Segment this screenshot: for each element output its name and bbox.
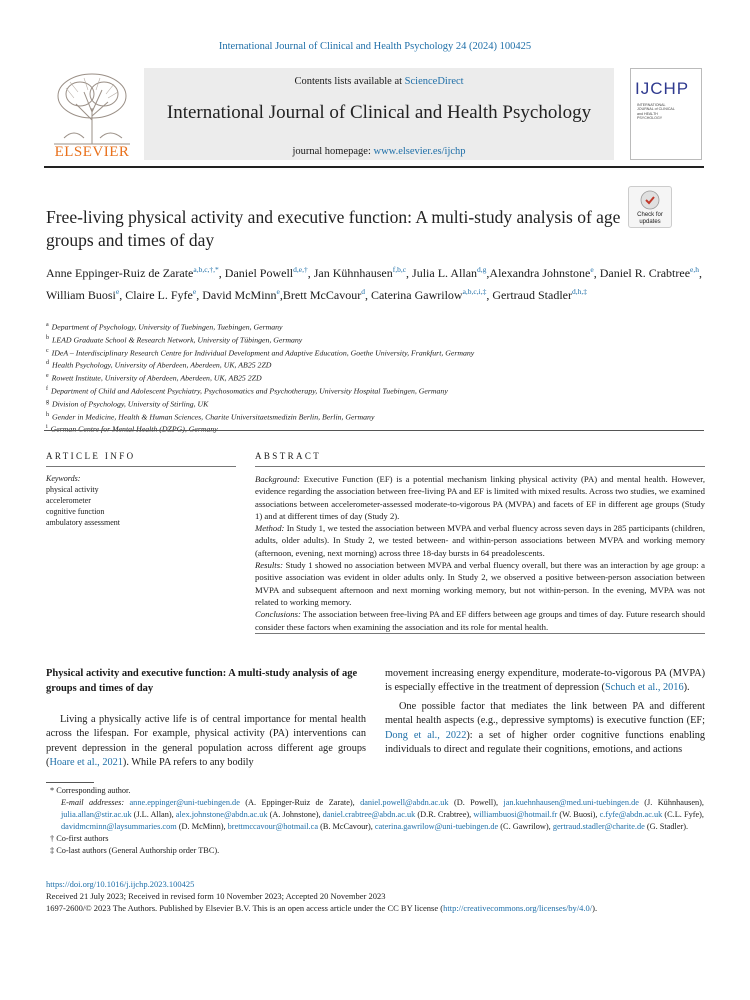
body-left-column — [46, 667, 366, 771]
affiliation-key: i — [46, 424, 48, 431]
affiliation-text: Health Psychology, University of Aberdeen, Aberdeen, UK, AB25 2ZD — [52, 360, 272, 370]
abstract-body — [255, 473, 705, 633]
check-updates-label: Check for updates — [637, 212, 663, 225]
author-affiliation-marks[interactable]: d,h,‡ — [571, 286, 587, 296]
author-name[interactable]: William Buosi — [46, 287, 116, 302]
author-name[interactable]: Daniel R. Crabtree — [599, 266, 691, 280]
abstract-method: Method: In Study 1, we tested the association between MVPA and verbal fluency across seven days in 285 participants (children, adults, older adults). In Study 2, we tested between- and within-person associations between MVPA and working memory (afternoon, evening, next morning) across three 18-day bursts in 64 preadolescents. — [255, 523, 706, 558]
author-separator: , — [119, 287, 126, 302]
affiliation-key: a — [46, 322, 49, 328]
email-owner: (J. Kühnhausen), — [638, 798, 705, 807]
author-separator: , — [218, 266, 225, 280]
affiliation-item — [46, 371, 706, 384]
email-owner: (W. Buosi), — [557, 810, 600, 819]
email-label: E-mail addresses: — [61, 798, 125, 807]
email-addresses — [50, 797, 704, 833]
journal-cover[interactable] — [630, 68, 702, 160]
license-link[interactable]: http://creativecommons.org/licenses/by/4.0/ — [443, 903, 593, 913]
abstract-bottom-rule — [255, 633, 705, 634]
affiliation-rule — [44, 430, 704, 431]
email-owner: (D. Powell), — [448, 798, 504, 807]
affiliation-text: Rowett Institute, University of Aberdeen, Aberdeen, UK, AB25 2ZD — [51, 373, 262, 383]
author-name[interactable]: Caterina Gawrilow — [370, 287, 463, 302]
elsevier-wordmark: ELSEVIER — [54, 144, 130, 160]
author-name[interactable]: Daniel Powell — [224, 266, 294, 280]
email-link[interactable]: anne.eppinger@uni-tuebingen.de — [129, 798, 240, 807]
article-info-heading: ARTICLE INFO — [46, 451, 136, 461]
sciencedirect-link[interactable]: ScienceDirect — [404, 76, 464, 87]
check-for-updates-button[interactable] — [628, 186, 672, 228]
affiliation-key: h — [46, 411, 49, 418]
author-separator: , — [307, 266, 314, 280]
article-title: Free-living physical activity and executive function: A multi-study analysis of age groups and times of day — [46, 207, 621, 250]
citation-link[interactable]: Schuch et al., 2016 — [604, 682, 684, 694]
email-owner: (B. McCavour), — [318, 822, 375, 831]
abstract-background: Background: Executive Function (EF) is a potential mechanism linking physical activity (PA) and mental health. However, evidence regarding the association between free-living PA and EF is limited with mixed results. Across two studies, we examined associations between accelerometer-assessed moderate-to-vigorous PA (MVPA) and facets of EF in different age groups (Study 1) and at different times of day (Study 2). — [255, 474, 705, 521]
masthead — [44, 68, 704, 163]
abstract-results: Results: Study 1 showed no association between MVPA and verbal fluency overall, but there was an interaction by age group: a positive association was evident in older adults only. In Study 2, we observed a positive between-person association between MVPA and subsequent afternoon and next morning working memory, but not within-person. In the evening, MVPA was not related to working memory. — [255, 560, 705, 607]
contents-line: Contents lists available at ScienceDirect — [294, 76, 464, 87]
author-separator: , — [486, 287, 493, 302]
cofirst-note: † Co-first authors — [50, 834, 109, 843]
author-separator: , — [196, 287, 203, 302]
email-link[interactable]: brettmccavour@hotmail.ca — [227, 822, 318, 831]
email-owner: (A. Eppinger-Ruiz de Zarate), — [239, 798, 361, 807]
author-affiliation-marks[interactable]: d,g — [477, 265, 487, 274]
email-owner: (D.R. Crabtree), — [415, 810, 474, 819]
email-link[interactable]: williambuosi@hotmail.fr — [473, 810, 558, 819]
article-info-rule — [46, 466, 236, 467]
affiliation-item — [46, 320, 706, 333]
author-affiliation-marks[interactable]: e — [276, 286, 280, 296]
email-owner: (C. Gawrilow), — [498, 822, 553, 831]
email-owner: (C.L. Fyfe), — [662, 810, 705, 819]
email-owner: (J.L. Allan), — [131, 810, 176, 819]
affiliation-key: e — [46, 373, 49, 380]
footnote-rule — [46, 782, 94, 783]
affiliation-list — [46, 320, 706, 435]
email-owner: (A. Johnstone), — [267, 810, 323, 819]
journal-homepage: journal homepage: www.elsevier.es/ijchp — [292, 146, 466, 157]
cover-acronym: IJCHP — [635, 79, 690, 98]
email-owner: (D. McMinn), — [176, 822, 228, 831]
author-name[interactable]: Gertraud Stadler — [492, 287, 572, 302]
keywords-label: Keywords: — [46, 474, 81, 483]
colast-note: ‡ Co-last authors (General Authorship order TBC). — [50, 846, 220, 855]
keyword-list — [46, 484, 236, 528]
author-separator: , — [279, 287, 283, 302]
journal-title: International Journal of Clinical and Health Psychology — [166, 102, 592, 123]
intro-paragraph-3: One possible factor that mediates the link between PA and different mental health aspects (e.g., depressive symptoms) is executive function (EF; Dong et al., 2022): a set of higher order cognitive functions enabling individuals to direct and regulate their cognitions, emotions, and actions — [385, 700, 705, 756]
abstract-rule — [255, 466, 705, 467]
intro-paragraph-2: movement increasing energy expenditure, moderate-to-vigorous PA (MVPA) is especially effective in the treatment of depression (Schuch et al., 2016). — [385, 668, 705, 694]
citation-link[interactable]: Hoare et al., 2021 — [49, 757, 123, 769]
author-name[interactable]: Brett McCavour — [282, 287, 362, 302]
affiliation-item — [46, 358, 706, 371]
affiliation-item — [46, 410, 706, 423]
author-affiliation-marks[interactable]: e — [115, 286, 120, 296]
email-link[interactable]: julia.allan@stir.ac.uk — [61, 810, 132, 819]
license-line: 1697-2600/© 2023 The Authors. Published by Elsevier B.V. This is an open access article under the CC BY license (http://creativecommons.org/licenses/by/4.0/). — [46, 903, 598, 913]
affiliation-text: Division of Psychology, University of Stirling, UK — [52, 399, 209, 409]
elsevier-tree-icon — [44, 68, 140, 146]
citation-link[interactable]: Dong et al., 2022 — [385, 729, 467, 741]
affiliation-text: IDeA – Interdisciplinary Research Centre for Individual Development and Adaptive Education, Goethe University, Frankfurt, Germany — [51, 348, 475, 358]
abstract-conclusions: Conclusions: The association between free-living PA and EF differs between age groups and times of day. Future research should consider these factors when examining the association and its role for mental health. — [255, 609, 705, 632]
author-affiliation-marks[interactable]: d,e,† — [293, 265, 308, 274]
affiliation-item — [46, 397, 706, 410]
email-link[interactable]: daniel.powell@abdn.ac.uk — [360, 798, 449, 807]
keyword[interactable]: physical activity — [46, 485, 99, 494]
body-right-column — [385, 667, 705, 757]
affiliation-item — [46, 384, 706, 397]
author-list — [46, 261, 706, 304]
cover-subtitle: INTERNATIONAL JOURNAL of CLINICAL and HEALTH PSYCHOLOGY — [637, 103, 675, 121]
affiliation-item — [46, 333, 706, 346]
author-affiliation-marks[interactable]: f,b,c — [392, 265, 407, 274]
affiliation-key: d — [46, 360, 49, 367]
intro-paragraph-1: Living a physically active life is of central importance for mental health across the lifespan. For example, physical activity (PA) interventions can prevent depression in the general population across different age groups (Hoare et al., 2021). While PA refers to any bodily — [46, 714, 366, 769]
affiliation-text: Department of Psychology, University of Tuebingen, Tuebingen, Germany — [51, 322, 283, 332]
homepage-link[interactable]: www.elsevier.es/ijchp — [373, 146, 466, 157]
corresponding-note: * Corresponding author. — [50, 786, 131, 795]
email-link[interactable]: jan.kuehnhausen@med.uni-tuebingen.de — [503, 798, 639, 807]
header-rule — [44, 166, 704, 168]
email-owner: (G. Stadler). — [644, 822, 689, 831]
affiliation-key: b — [46, 334, 49, 341]
author-name[interactable]: Anne Eppinger-Ruiz de Zarate — [46, 266, 194, 280]
keyword[interactable]: ambulatory assessment — [46, 518, 120, 527]
section-title: Physical activity and executive function: A multi-study analysis of age groups and times of day — [46, 668, 358, 694]
affiliation-key: f — [46, 385, 48, 392]
email-link[interactable]: gertraud.stadler@charite.de — [552, 822, 645, 831]
author-affiliation-marks[interactable]: e — [192, 286, 197, 296]
email-link[interactable]: daniel.crabtree@abdn.ac.uk — [322, 810, 416, 819]
author-affiliation-marks[interactable]: e — [590, 265, 594, 274]
email-link[interactable]: alex.johnstone@abdn.ac.uk — [175, 810, 268, 819]
affiliation-key: c — [46, 347, 49, 354]
author-separator: , — [364, 287, 371, 302]
author-name[interactable]: Claire L. Fyfe — [125, 287, 193, 302]
author-separator: , — [406, 266, 413, 280]
affiliation-text: Gender in Medicine, Health & Human Sciences, Charite Universitaetsmedizin Berlin, Berlin, Germany — [52, 412, 375, 422]
email-link[interactable]: davidmcminn@laysummaries.com — [61, 822, 177, 831]
keyword[interactable]: cognitive function — [46, 507, 105, 516]
elsevier-logo[interactable] — [44, 68, 140, 163]
author-separator: , — [593, 266, 600, 280]
received-dates: Received 21 July 2023; Received in revised form 10 November 2023; Accepted 20 November 2023 — [46, 891, 386, 901]
check-updates-icon — [640, 190, 660, 210]
author-name[interactable]: Alexandra Johnstone — [489, 266, 591, 280]
keyword[interactable]: accelerometer — [46, 496, 91, 505]
email-link[interactable]: c.fyfe@abdn.ac.uk — [599, 810, 663, 819]
author-separator: , — [699, 266, 703, 280]
affiliation-text: Department of Child and Adolescent Psychiatry, Psychosomatics and Psychotherapy, University Hospital Tuebingen, Germany — [51, 386, 448, 396]
author-separator: , — [486, 266, 490, 280]
footnotes — [50, 785, 704, 857]
author-name[interactable]: Julia L. Allan — [412, 266, 478, 280]
journal-banner — [144, 68, 614, 160]
author-affiliation-marks[interactable]: d — [361, 286, 365, 296]
article-meta — [46, 878, 706, 914]
affiliation-item — [46, 346, 706, 359]
affiliation-item — [46, 422, 706, 435]
author-name[interactable]: David McMinn — [202, 287, 277, 302]
journal-reference[interactable]: International Journal of Clinical and Health Psychology 24 (2024) 100425 — [218, 41, 532, 52]
email-link[interactable]: caterina.gawrilow@uni-tuebingen.de — [374, 822, 499, 831]
doi-link[interactable]: https://doi.org/10.1016/j.ijchp.2023.100425 — [46, 879, 195, 889]
keywords-block — [46, 473, 236, 528]
abstract-heading: ABSTRACT — [255, 451, 322, 461]
author-name[interactable]: Jan Kühnhausen — [313, 266, 393, 280]
author-affiliation-marks[interactable]: a,b,c,i,‡ — [462, 286, 487, 296]
affiliation-key: g — [46, 398, 49, 405]
author-affiliation-marks[interactable]: a,b,c,†,* — [193, 265, 219, 274]
author-affiliation-marks[interactable]: e,h — [690, 265, 700, 274]
affiliation-text: LEAD Graduate School & Research Network, University of Tübingen, Germany — [52, 335, 303, 345]
